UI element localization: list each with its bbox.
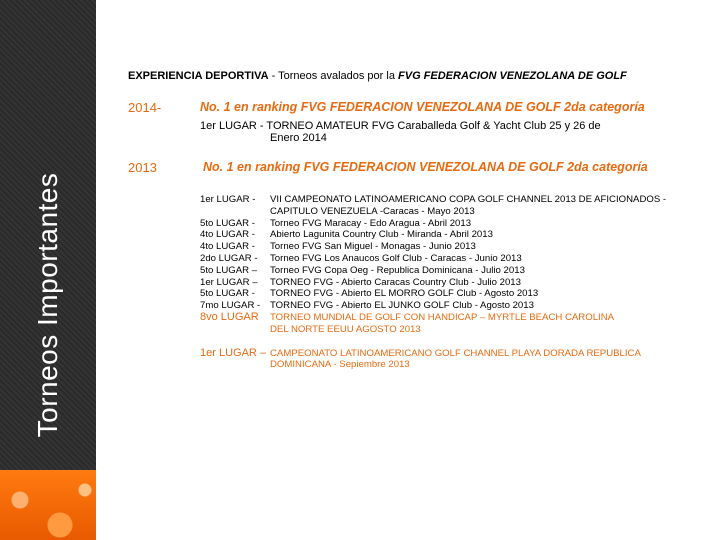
heading <box>128 70 708 82</box>
entry-description: TORNEO FVG - Abierto EL JUNKO GOLF Club - Agosto 2013 <box>270 300 534 312</box>
entry-position: 5to LUGAR - <box>200 217 255 229</box>
entry-description: VII CAMPEONATO LATINOAMERICANO COPA GOLF CHANNEL 2013 DE AFICIONADOS - CAPITULO VENEZUELA -Caracas - Mayo 2013 <box>270 194 667 217</box>
entry-position: 1er LUGAR - <box>200 194 256 205</box>
sidebar-orange-decoration <box>0 470 96 540</box>
section-2013-header <box>128 160 708 180</box>
entry-row <box>200 277 670 289</box>
sidebar <box>0 0 96 540</box>
year-2014: 2014- <box>128 100 162 115</box>
entry-row <box>200 194 670 218</box>
content <box>128 70 708 371</box>
entry-description: Abierto Lagunita Country Club - Miranda - Abril 2013 <box>270 229 493 241</box>
highlight-description: TORNEO MUNDIAL DE GOLF CON HANDICAP – MYRTLE BEACH CAROLINA DEL NORTE EEUU AGOSTO 2013 <box>270 311 614 335</box>
highlight-position: 8vo LUGAR <box>200 310 259 323</box>
entry-position: 5to LUGAR – <box>200 264 258 276</box>
highlight-entry-1er <box>200 348 670 372</box>
entry-2014-line2: Enero 2014 <box>270 132 327 144</box>
entry-description: TORNEO FVG - Abierto EL MORRO GOLF Club - Agosto 2013 <box>270 288 539 300</box>
entry-description: Torneo FVG Los Anaucos Golf Club - Caracas - Junio 2013 <box>270 252 522 264</box>
entry-position: 2do LUGAR - <box>200 252 258 264</box>
entry-row <box>200 218 670 230</box>
sidebar-title: Torneos Importantes <box>32 172 63 438</box>
entry-2014-line1: 1er LUGAR - TORNEO AMATEUR FVG Caraballeda Golf & Yacht Club 25 y 26 de <box>200 120 601 132</box>
entry-2014 <box>200 120 670 144</box>
entry-description: TORNEO FVG - Abierto Caracas Country Club - Julio 2013 <box>270 276 521 288</box>
year-2013: 2013 <box>128 160 157 175</box>
highlight-entry-8vo <box>200 312 670 336</box>
entry-position: 4to LUGAR - <box>200 229 255 241</box>
ranking-2014: No. 1 en ranking FVG FEDERACION VENEZOLANA DE GOLF 2da categoría <box>200 100 645 114</box>
entry-position: 5to LUGAR - <box>200 288 255 300</box>
entry-row <box>200 241 670 253</box>
entry-row <box>200 253 670 265</box>
highlight-description: CAMPEONATO LATINOAMERICANO GOLF CHANNEL PLAYA DORADA REPUBLICA DOMINICANA - Sepiembre 2013 <box>270 347 641 371</box>
entries-2013 <box>200 194 670 371</box>
entry-position: 7mo LUGAR - <box>200 300 261 312</box>
entry-description: Torneo FVG Copa Oeg - Republica Dominicana - Julio 2013 <box>270 264 525 276</box>
entry-position: 1er LUGAR – <box>200 276 258 288</box>
entry-row <box>200 288 670 300</box>
entry-description: Torneo FVG Maracay - Edo Aragua - Abril 2013 <box>270 217 472 229</box>
entry-position: 4to LUGAR - <box>200 241 255 253</box>
entry-description: Torneo FVG San Miguel - Monagas - Junio 2013 <box>270 241 476 253</box>
section-2014-header <box>128 100 708 120</box>
heading-bold: EXPERIENCIA DEPORTIVA <box>128 70 269 82</box>
ranking-2013: No. 1 en ranking FVG FEDERACION VENEZOLANA DE GOLF 2da categoría <box>203 160 648 174</box>
heading-normal: - Torneos avalados por la <box>268 70 399 82</box>
highlight-position: 1er LUGAR – <box>200 346 267 359</box>
entry-row <box>200 265 670 277</box>
entry-row <box>200 229 670 241</box>
heading-italic: FVG FEDERACION VENEZOLANA DE GOLF <box>398 70 627 82</box>
entry-row <box>200 300 670 312</box>
